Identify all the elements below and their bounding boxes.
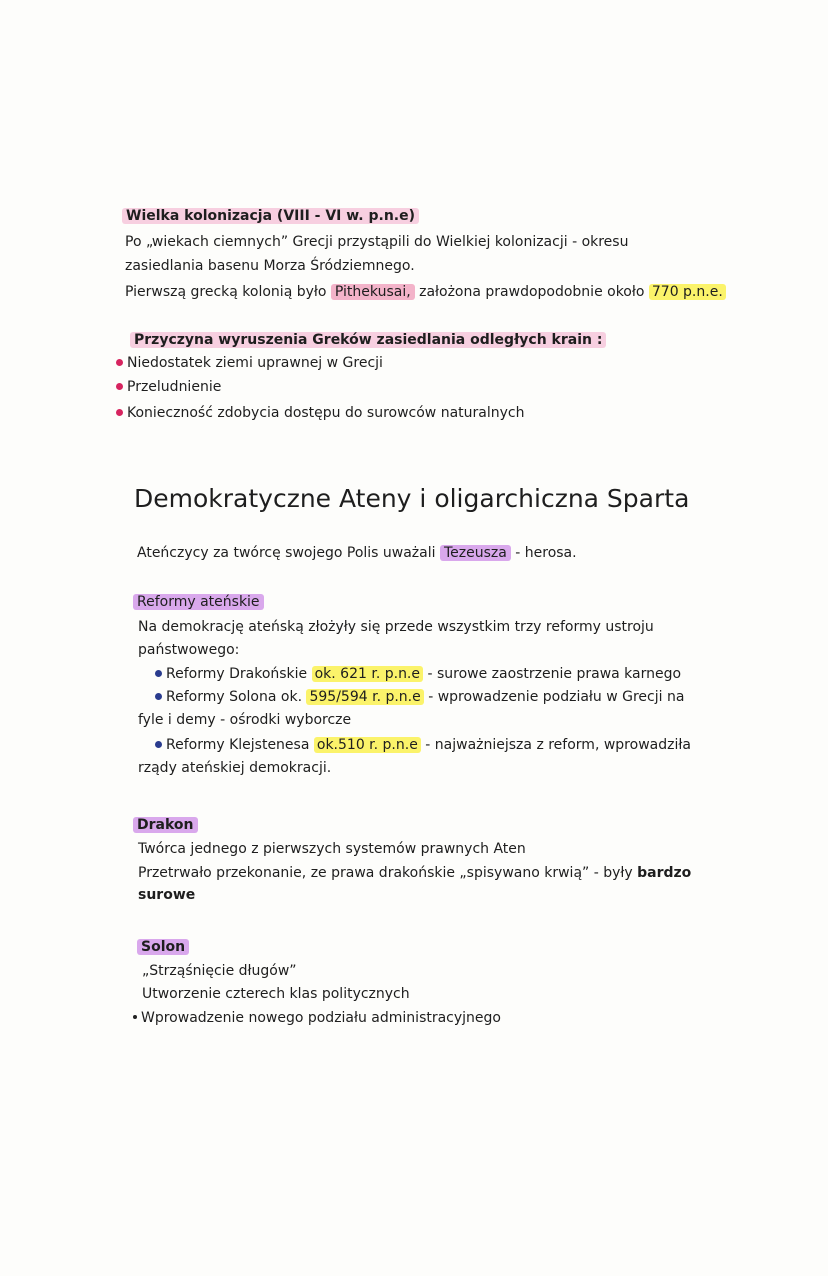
bullet-icon [116, 409, 123, 416]
highlight-date: 770 p.n.e. [649, 284, 726, 300]
section-heading-causes: Przyczyna wyruszenia Greków zasiedlania odległych krain : [130, 330, 606, 350]
text-line: Na demokrację ateńską złożyły się przede wszystkim trzy reformy ustroju [138, 619, 654, 635]
text-line: surowe [138, 887, 196, 903]
highlight-date: ok. 621 r. p.n.e [312, 666, 423, 682]
text-line: Pierwszą grecką kolonią było Pithekusai, założona prawdopodobnie około 770 p.n.e. [125, 282, 726, 302]
list-item: Reformy Solona ok. 595/594 r. p.n.e - wprowadzenie podziału w Grecji na [155, 687, 684, 707]
bullet-icon [116, 383, 123, 390]
bullet-icon [155, 670, 162, 677]
text-line: rządy ateńskiej demokracji. [138, 760, 332, 776]
section-heading-colonization: Wielka kolonizacja (VIII - VI w. p.n.e) [122, 206, 419, 226]
section-heading-reforms: Reformy ateńskie [133, 592, 264, 612]
list-item: Niedostatek ziemi uprawnej w Grecji [116, 353, 383, 373]
bullet-icon [155, 741, 162, 748]
bullet-icon [116, 359, 123, 366]
text-line: Twórca jednego z pierwszych systemów prawnych Aten [138, 841, 526, 857]
text-line: Przetrwało przekonanie, ze prawa drakońskie „spisywano krwią” - były bardzo [138, 865, 692, 881]
text-line: Utworzenie czterech klas politycznych [142, 986, 410, 1002]
list-item: Reformy Drakońskie ok. 621 r. p.n.e - surowe zaostrzenie prawa karnego [155, 664, 681, 684]
list-item: Wprowadzenie nowego podziału administracyjnego [133, 1008, 501, 1028]
text-line: Po „wiekach ciemnych” Grecji przystąpili do Wielkiej kolonizacji - okresu [125, 234, 629, 250]
highlight-date: 595/594 r. p.n.e [306, 689, 423, 705]
highlight-tezeusz: Tezeusza [440, 545, 511, 561]
text-line: fyle i demy - ośrodki wyborcze [138, 712, 352, 728]
page-title: Demokratyczne Ateny i oligarchiczna Sparta [134, 484, 690, 513]
list-item: Reformy Klejstenesa ok.510 r. p.n.e - najważniejsza z reform, wprowadziła [155, 735, 691, 755]
bullet-icon [155, 693, 162, 700]
section-heading-drakon: Drakon [133, 815, 198, 835]
text-line: „Strząśnięcie długów” [142, 963, 297, 979]
text-line: państwowego: [138, 642, 240, 658]
text-line: zasiedlania basenu Morza Śródziemnego. [125, 258, 415, 274]
intro-line: Ateńczycy za twórcę swojego Polis uważali Tezeusza - herosa. [137, 545, 577, 561]
highlight-date: ok.510 r. p.n.e [314, 737, 421, 753]
highlight-pithekusai: Pithekusai, [331, 284, 415, 300]
list-item: Przeludnienie [116, 377, 221, 397]
list-item: Konieczność zdobycia dostępu do surowców naturalnych [116, 403, 524, 423]
section-heading-solon: Solon [137, 937, 189, 957]
bullet-icon [133, 1015, 137, 1019]
